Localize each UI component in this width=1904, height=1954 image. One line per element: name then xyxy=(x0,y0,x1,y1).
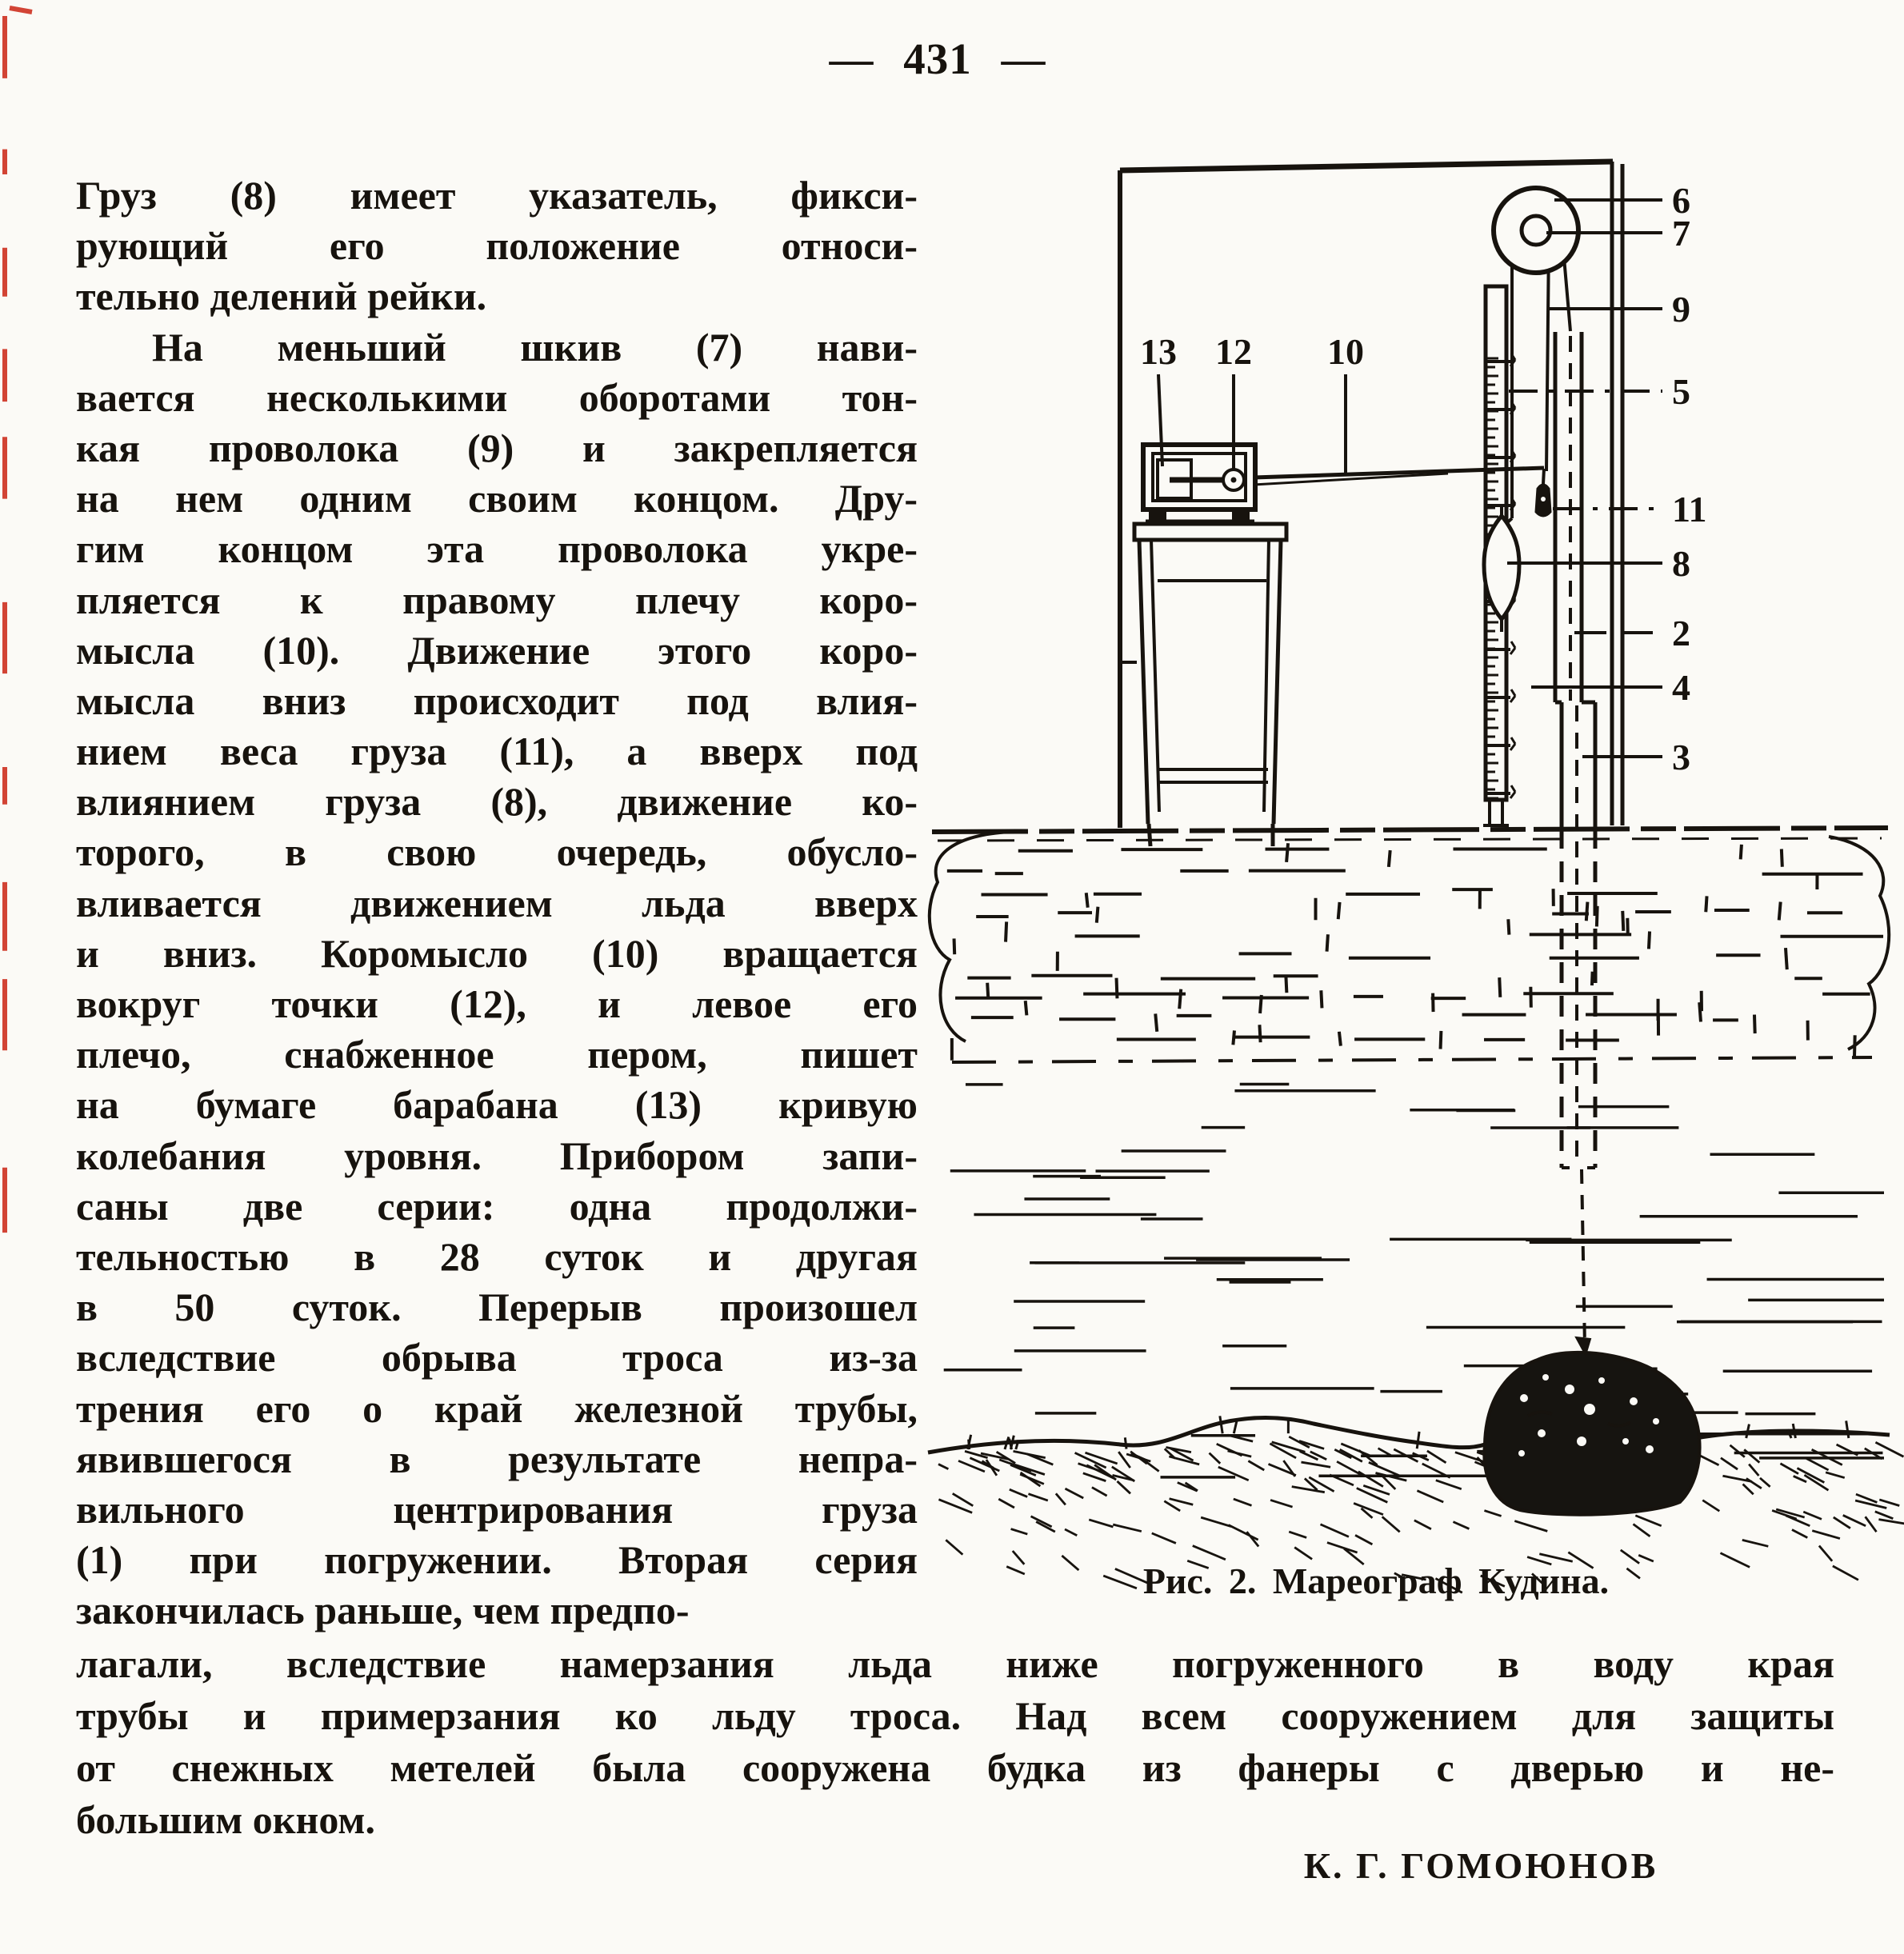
text-line: тельностью в 28 суток и другая xyxy=(76,1233,918,1279)
figure-callout-12: 12 xyxy=(1215,331,1252,372)
figure-weight-11 xyxy=(1536,469,1550,516)
figure-seabed-stroke xyxy=(1010,1489,1027,1496)
figure-masonry-stroke xyxy=(1389,850,1390,867)
figure-seabed-stroke xyxy=(1698,1455,1718,1465)
figure-callout-13: 13 xyxy=(1140,331,1177,372)
text-line: и вниз. Коромысло (10) вращается xyxy=(76,930,918,976)
figure-seabed-stroke xyxy=(1826,1472,1845,1478)
figure-masonry-stroke xyxy=(1327,934,1328,951)
figure-seabed-stroke xyxy=(1833,1566,1858,1580)
figure-masonry-stroke xyxy=(1499,977,1500,997)
figure-seabed-stroke xyxy=(1866,1516,1877,1532)
figure-rock-stroke xyxy=(1584,1404,1595,1415)
figure-masonry-stroke xyxy=(1286,843,1288,862)
text-line: трубы и примерзания ко льду троса. Над всем сооружением для защиты xyxy=(76,1693,1834,1738)
figure-cable-stroke xyxy=(1564,258,1570,331)
figure-seabed-stroke xyxy=(1010,1436,1014,1449)
figure-seabed-stroke xyxy=(1746,1478,1762,1488)
figure-seabed-stroke xyxy=(1234,1499,1252,1505)
figure-seabed-stroke xyxy=(1092,1488,1107,1496)
figure-water xyxy=(944,1084,1884,1476)
figure-masonry-stroke xyxy=(1779,902,1781,921)
figure-seabed-stroke xyxy=(1085,1453,1117,1464)
figure-seabed-stroke xyxy=(1220,1416,1222,1433)
figure-seabed-stroke xyxy=(1484,1511,1501,1516)
figure-seabed-stroke xyxy=(1633,1524,1650,1536)
figure-seabed-stroke xyxy=(1794,1476,1806,1481)
figure-callout-11: 11 xyxy=(1672,489,1707,529)
figure-seabed-stroke xyxy=(1294,1548,1312,1560)
figure-wire-stroke xyxy=(1546,240,1549,471)
text-line: мысла вниз происходит под влия- xyxy=(76,677,918,723)
figure-seabed-stroke xyxy=(1355,1535,1372,1544)
text-line: плечо, снабженное пером, пишет xyxy=(76,1032,918,1077)
figure-masonry-stroke xyxy=(952,1057,1872,1062)
figure-pulley-stroke xyxy=(1522,216,1550,245)
figure-seabed-stroke xyxy=(1746,1425,1750,1438)
figure-wall-stroke xyxy=(1120,162,1613,170)
figure-seabed-stroke xyxy=(1417,1432,1419,1449)
figure-seabed-stroke xyxy=(1065,1529,1077,1536)
figure-seabed-stroke xyxy=(1878,1520,1904,1524)
figure-seabed-stroke xyxy=(1164,1501,1180,1511)
figure-seabed-stroke xyxy=(1806,1459,1828,1470)
figure-seabed-stroke xyxy=(1721,1458,1738,1469)
figure-seabed-stroke xyxy=(1083,1473,1106,1481)
text-line: вливается движением льда вверх xyxy=(76,880,918,925)
figure-rock-stroke xyxy=(1653,1418,1659,1425)
figure-seabed-stroke xyxy=(1742,1540,1768,1546)
figure-seabed-stroke xyxy=(1743,1484,1754,1495)
figure-masonry-stroke xyxy=(1259,1025,1260,1042)
text-line: от снежных метелей была сооружена будка из фанеры с дверью и не- xyxy=(76,1745,1834,1790)
figure-seabed-stroke xyxy=(1300,1451,1318,1460)
figure-caption: Рис. 2. Мареограф Кудина. xyxy=(1142,1560,1610,1601)
figure-seabed-stroke xyxy=(1354,1503,1383,1514)
text-line: явившегося в результате непра- xyxy=(76,1436,918,1481)
figure-masonry-stroke xyxy=(1260,995,1262,1013)
red-scan-mark xyxy=(10,8,32,12)
figure-seabed-stroke xyxy=(1453,1522,1469,1529)
figure-rock-stroke xyxy=(1622,1438,1629,1445)
figure-masonry-stroke xyxy=(1649,932,1650,949)
figure-stool-stroke xyxy=(1149,824,1150,846)
figure-seabed-stroke xyxy=(1514,1521,1547,1532)
figure-weight-11-stroke xyxy=(1541,497,1546,501)
figure-masonry-stroke xyxy=(1086,893,1088,907)
figure-masonry-stroke xyxy=(1508,919,1509,934)
figure-stool-stroke xyxy=(1274,540,1281,824)
figure-seabed-stroke xyxy=(1382,1516,1400,1532)
figure-seabed-stroke xyxy=(1021,1472,1041,1486)
figure-rock-stroke xyxy=(1538,1429,1546,1437)
figure-rock-stroke xyxy=(1646,1445,1654,1453)
figure-callout-4: 4 xyxy=(1672,667,1690,708)
figure-masonry-stroke xyxy=(1097,907,1098,923)
figure-seabed-stroke xyxy=(1702,1500,1719,1512)
figure-rock-stroke xyxy=(1518,1450,1525,1457)
figure-recorder-box xyxy=(1143,445,1255,521)
text-line: гим концом эта проволока укре- xyxy=(76,526,918,572)
figure-cable xyxy=(1564,258,1590,1355)
figure-seabed-stroke xyxy=(998,1499,1014,1508)
figure-masonry-stroke xyxy=(1592,972,1593,985)
figure-seabed-stroke xyxy=(999,1460,1031,1471)
figure-seabed-stroke xyxy=(1269,1464,1296,1475)
figure-masonry-stroke xyxy=(932,828,1888,832)
figure-masonry-stroke xyxy=(1586,902,1588,921)
text-line: в 50 суток. Перерыв произошел xyxy=(76,1285,918,1330)
figure-callout-3: 3 xyxy=(1672,737,1690,777)
text-line: на бумаге барабана (13) кривую xyxy=(76,1082,918,1128)
figure-seabed-stroke xyxy=(1427,1451,1446,1463)
figure-seabed-stroke xyxy=(1803,1512,1822,1519)
text-line: трения его о край железной трубы, xyxy=(76,1385,918,1431)
figure-seabed-stroke xyxy=(1321,1524,1349,1537)
text-line: влиянием груза (8), движение ко- xyxy=(76,779,918,825)
text-line: торого, в свою очередь, обусло- xyxy=(76,829,918,875)
figure-seabed-stroke xyxy=(1846,1421,1849,1438)
figure-masonry xyxy=(930,828,1889,1062)
figure-weight-11-stroke xyxy=(1543,469,1544,484)
figure-seabed-stroke xyxy=(1875,1512,1894,1519)
figure-seabed-stroke xyxy=(1327,1543,1358,1552)
figure-seabed-stroke xyxy=(1786,1516,1810,1526)
figure-seabed-stroke xyxy=(1248,1461,1264,1471)
figure-masonry-stroke xyxy=(987,983,988,998)
figure-masonry-stroke xyxy=(1155,1013,1157,1031)
figure-seabed-stroke xyxy=(1028,1494,1047,1500)
figure-seabed-stroke xyxy=(1875,1442,1903,1457)
text-line: кая проволока (9) и закрепляется xyxy=(76,425,918,470)
text-line: нием веса груза (11), а вверх под xyxy=(76,729,918,774)
figure-masonry-stroke xyxy=(1829,837,1889,1049)
figure-scale-stroke xyxy=(1510,696,1515,702)
figure-scale-stroke xyxy=(1511,785,1515,792)
figure-seabed-stroke xyxy=(1089,1520,1113,1527)
figure-seabed-stroke xyxy=(1193,1546,1226,1560)
text-line: лагали, вследствие намерзания льда ниже погруженного в воду края xyxy=(76,1641,1834,1686)
text-line: мысла (10). Движение этого коро- xyxy=(76,627,918,673)
figure-seabed-stroke xyxy=(1201,1517,1231,1526)
figure-scale-stroke xyxy=(1511,641,1515,648)
figure-seabed-stroke xyxy=(1819,1546,1832,1561)
text-line: пляется к правому плечу коро- xyxy=(76,577,918,622)
figure-masonry-stroke xyxy=(1754,1015,1755,1034)
figure-callout-9: 9 xyxy=(1672,289,1690,330)
figure-seabed-stroke xyxy=(1292,1487,1325,1492)
figure-masonry-stroke xyxy=(1117,978,1118,999)
figure-seabed-stroke xyxy=(1812,1531,1840,1539)
figure-callout-8: 8 xyxy=(1672,543,1690,584)
figure-seabed-stroke xyxy=(1414,1520,1431,1529)
figure-callout-6: 6 xyxy=(1672,180,1690,221)
figure-callout-5: 5 xyxy=(1672,371,1690,412)
figure-seabed-stroke xyxy=(1635,1516,1661,1526)
figure-rock xyxy=(1484,1353,1699,1515)
figure-seabed-stroke xyxy=(1730,1445,1745,1457)
figure-stool-stroke xyxy=(1134,524,1286,540)
figure-seabed-stroke xyxy=(1125,1437,1126,1449)
figure-callout-10: 10 xyxy=(1327,331,1364,372)
figure-seabed-stroke xyxy=(1301,1462,1330,1467)
figure-masonry-stroke xyxy=(1786,948,1787,969)
author-signature: К. Г. ГОМОЮНОВ xyxy=(1303,1845,1658,1886)
figure-masonry-stroke xyxy=(1233,1030,1234,1045)
text-line: рующий его положение относи- xyxy=(76,223,918,269)
figure-masonry-stroke xyxy=(1338,902,1340,919)
figure-scale-stroke xyxy=(1510,744,1515,750)
figure-scale-stroke xyxy=(1510,792,1515,798)
figure-masonry-stroke xyxy=(1339,1032,1341,1046)
figure-scale-stroke xyxy=(1511,737,1515,744)
figure-seabed-stroke xyxy=(1749,1465,1758,1476)
figure-rock-stroke xyxy=(1598,1377,1605,1384)
figure-scale-stroke xyxy=(1511,689,1515,696)
text-line: вильного центрирования груза xyxy=(76,1486,918,1532)
figure-masonry-stroke xyxy=(1622,911,1623,931)
figure-seabed-stroke xyxy=(1056,1493,1066,1504)
figure-seabed-stroke xyxy=(1152,1533,1176,1544)
text-line: саны две серии: одна продолжи- xyxy=(76,1183,918,1229)
figure-seabed-stroke xyxy=(1270,1500,1293,1507)
figure-area xyxy=(920,104,1904,1640)
figure-cable-stroke xyxy=(1582,1169,1585,1347)
figure-masonry-stroke xyxy=(954,938,955,954)
figure-masonry-stroke xyxy=(1854,1035,1855,1056)
figure-seabed-stroke xyxy=(1357,1488,1388,1502)
text-line: На меньший шкив (7) нави- xyxy=(152,324,918,370)
figure-recorder-box-stroke xyxy=(1231,478,1237,483)
figure-seabed-stroke xyxy=(969,1440,970,1449)
figure-seabed-stroke xyxy=(1130,1452,1147,1464)
figure-seabed-stroke xyxy=(1013,1551,1025,1564)
figure-scale-stroke xyxy=(1510,648,1515,654)
figure-seabed-stroke xyxy=(1117,1481,1130,1493)
figure-rock-stroke xyxy=(1520,1394,1528,1402)
figure-rock-stroke xyxy=(1542,1374,1549,1381)
figure-callout-7: 7 xyxy=(1672,213,1690,254)
figure-seabed-stroke xyxy=(1170,1499,1194,1505)
left-text-column xyxy=(76,170,918,1636)
scan-edge-marks xyxy=(0,0,64,1280)
text-line: (1) при погружении. Вторая серия xyxy=(76,1537,918,1583)
figure-seabed-stroke xyxy=(1113,1524,1142,1532)
figure-rock-stroke xyxy=(1484,1353,1699,1515)
text-line: закончилась раньше, чем предпо- xyxy=(76,1588,690,1633)
figure-seabed-stroke xyxy=(1879,1500,1899,1506)
bottom-text-block xyxy=(76,1638,1834,1846)
figure-recorder-box-stroke xyxy=(1232,510,1250,521)
figure-rock-stroke xyxy=(1565,1385,1574,1394)
figure-seabed-stroke xyxy=(1793,1424,1795,1438)
figure-seabed-stroke xyxy=(1780,1464,1798,1474)
figure-callout-2: 2 xyxy=(1672,613,1690,653)
figure-seabed-stroke xyxy=(1006,1567,1025,1574)
figure-seabed-stroke xyxy=(1436,1480,1462,1489)
figure-seabed-stroke xyxy=(1228,1451,1252,1457)
figure-seabed-stroke xyxy=(1720,1553,1750,1568)
figure-masonry-stroke xyxy=(1321,990,1322,1008)
figure-drawing xyxy=(920,104,1904,1640)
figure-seabed-stroke xyxy=(1760,1478,1770,1487)
figure-seabed-stroke xyxy=(938,1465,948,1469)
figure-recorder-box-stroke xyxy=(1149,510,1166,521)
figure-seabed-stroke xyxy=(1792,1529,1807,1537)
figure-masonry-stroke xyxy=(1179,989,1181,1009)
figure-seabed-stroke xyxy=(1289,1532,1306,1537)
figure-seabed-stroke xyxy=(1337,1461,1362,1475)
figure-seabed-stroke xyxy=(1210,1453,1221,1464)
figure-seabed-stroke xyxy=(1834,1517,1850,1528)
figure-masonry-stroke xyxy=(938,838,1882,841)
text-line: большим окном. xyxy=(76,1797,375,1842)
figure-rock-stroke xyxy=(1630,1397,1638,1405)
figure-masonry-stroke xyxy=(930,832,1010,1041)
figure-masonry-stroke xyxy=(1441,1031,1442,1049)
figure-seabed-stroke xyxy=(1417,1491,1443,1502)
text-line: вается несколькими оборотами тон- xyxy=(76,374,918,420)
figure-seabed-stroke xyxy=(953,1493,974,1505)
figure-seabed-stroke xyxy=(1855,1500,1886,1508)
figure-stool-stroke xyxy=(1139,540,1148,824)
figure-seabed-stroke xyxy=(946,1540,962,1554)
text-line: вследствие обрыва троса из-за xyxy=(76,1335,918,1381)
text-line: колебания уровня. Прибором запи- xyxy=(76,1133,918,1178)
figure-seabed-stroke xyxy=(1065,1488,1083,1498)
figure-masonry-stroke xyxy=(1741,845,1742,859)
text-line: тельно делений рейки. xyxy=(76,274,487,319)
text-line: Груз (8) имеет указатель, фикси- xyxy=(76,173,918,218)
text-line: вокруг точки (12), и левое его xyxy=(76,981,918,1026)
page-number: — 431 — xyxy=(829,34,1046,83)
figure-seabed-stroke xyxy=(970,1458,999,1471)
figure-seabed-stroke xyxy=(1843,1515,1866,1525)
text-line: на нем одним своим концом. Дру- xyxy=(76,476,918,521)
figure-masonry-stroke xyxy=(1699,1002,1701,1021)
figure-rock-stroke xyxy=(1577,1437,1586,1446)
figure-seabed-stroke xyxy=(1011,1529,1028,1535)
figure-stool xyxy=(1134,524,1286,846)
figure-seabed-stroke xyxy=(1229,1525,1258,1540)
figure-masonry-stroke xyxy=(1026,1001,1027,1015)
